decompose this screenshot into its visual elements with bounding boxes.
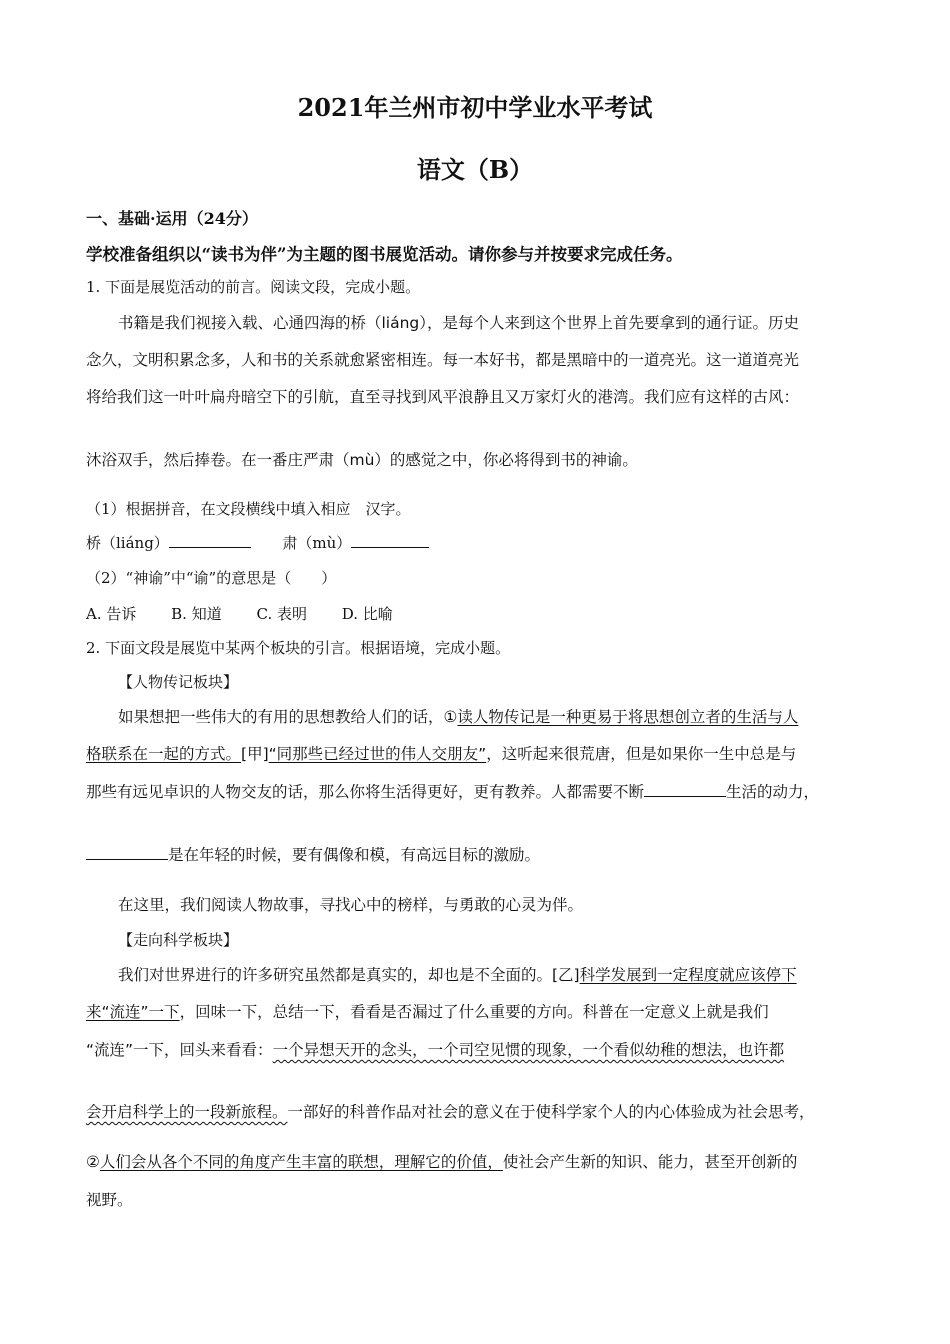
underline-sentence-2: 人们会从各个不同的角度产生丰富的联想，理解它的价值，	[99, 1153, 503, 1171]
underline-sentence-1: 读人物传记是一种更易于将思想创立者的生活与人	[457, 708, 799, 726]
blank-2-label: 肃（mù）	[282, 534, 352, 552]
biography-block-title: 【人物传记板块】	[118, 673, 239, 691]
wavy-underline-text: 一个异想天开的念头，一个司空见惯的现象，一个看似幼稚的想法，也许都	[272, 1041, 785, 1059]
biography-line-4: 是在年轻的时候，要有偶像和模，有高远目标的激励。	[86, 843, 540, 865]
science-line-1: 我们对世界进行的许多研究虽然都是真实的，却也是不全面的。[乙]科学发展到一定程度就应该停下	[118, 966, 797, 984]
biography-line-2: 格联系在一起的方式。[甲]“同那些已经过世的伟人交朋友”，这听起来很荒唐，但是如果你一生中总是与	[86, 745, 797, 763]
pinyin-answer-row	[86, 532, 429, 553]
option-d[interactable]: D. 比喻	[341, 605, 393, 623]
exam-title: 2021年兰州市初中学业水平考试	[297, 93, 653, 122]
preface-line-1: 书籍是我们视接入载、心通四海的桥（liáng），是每个人来到这个世界上首先要拿到的通行证。历史	[118, 314, 800, 332]
option-c[interactable]: C. 表明	[256, 605, 307, 623]
blank-1-label: 桥（liáng）	[86, 534, 169, 552]
section-task: 学校准备组织以“读书为伴”为主题的图书展览活动。请你参与并按要求完成任务。	[86, 245, 683, 264]
science-block-title: 【走向科学板块】	[118, 931, 239, 949]
science-line-5: ②人们会从各个不同的角度产生丰富的联想，理解它的价值，使社会产生新的知识、能力，甚至开创新的	[86, 1153, 798, 1171]
question-2-stem: 2. 下面文段是展览中某两个板块的引言。根据语境，完成小题。	[86, 639, 511, 657]
option-a[interactable]: A. 告诉	[86, 605, 137, 623]
option-b[interactable]: B. 知道	[171, 605, 222, 623]
underline-sentence-yi: 科学发展到一定程度就应该停下	[579, 966, 797, 984]
science-line-3: “流连”一下，回头来看看：一个异想天开的念头，一个司空见惯的现象，一个看似幼稚的想法，也许都	[86, 1041, 785, 1059]
biography-line-1: 如果想把一些伟大的有用的思想教给人们的话，①读人物传记是一种更易于将思想创立者的生活与人	[118, 708, 799, 726]
science-line-6: 视野。	[86, 1191, 133, 1209]
science-line-2: 来“流连”一下，回味一下，总结一下，看看是否漏过了什么重要的方向。科普在一定意义上就是我们	[86, 1003, 769, 1021]
section-heading: 一、基础·运用（24分）	[86, 209, 258, 228]
blank-2-line[interactable]	[351, 533, 429, 548]
biography-line-5: 在这里，我们阅读人物故事，寻找心中的榜样，与勇敢的心灵为伴。	[118, 896, 584, 914]
fill-blank-1[interactable]	[644, 782, 726, 797]
question-1-sub-2: （2）“神谕”中“谕”的意思是（ ）	[86, 569, 337, 587]
preface-line-3: 将给我们这一叶叶扁舟暗空下的引航，直至寻找到风平浪静且又万家灯火的港湾。我们应有这样的古风：	[86, 388, 800, 406]
options-row	[86, 603, 423, 624]
exam-subject: 语文（B）	[416, 155, 534, 184]
preface-line-4: 沐浴双手，然后捧卷。在一番庄严肃（mù）的感觉之中，你必将得到书的神谕。	[86, 451, 638, 469]
fill-blank-2[interactable]	[86, 845, 168, 860]
science-line-4: 会开启科学上的一段新旅程。一部好的科普作品对社会的意义在于使科学家个人的内心体验成为社会思考，	[86, 1103, 815, 1121]
underline-quote-jia: “同那些已经过世的伟人交朋友”	[268, 745, 487, 763]
biography-line-3: 那些有远见卓识的人物交友的话，那么你将生活得更好，更有教养。人都需要不断 生活的动力，	[86, 783, 820, 801]
marker-jia: [甲]	[241, 745, 269, 763]
question-1-sub-1: （1）根据拼音，在文段横线中填入相应 汉字。	[86, 500, 411, 518]
question-1-stem: 1. 下面是展览活动的前言。阅读文段，完成小题。	[86, 278, 421, 296]
blank-1-line[interactable]	[169, 533, 251, 548]
preface-line-2: 念久，文明积累念多，人和书的关系就愈紧密相连。每一本好书，都是黑暗中的一道亮光。这一道道亮光	[86, 351, 800, 369]
